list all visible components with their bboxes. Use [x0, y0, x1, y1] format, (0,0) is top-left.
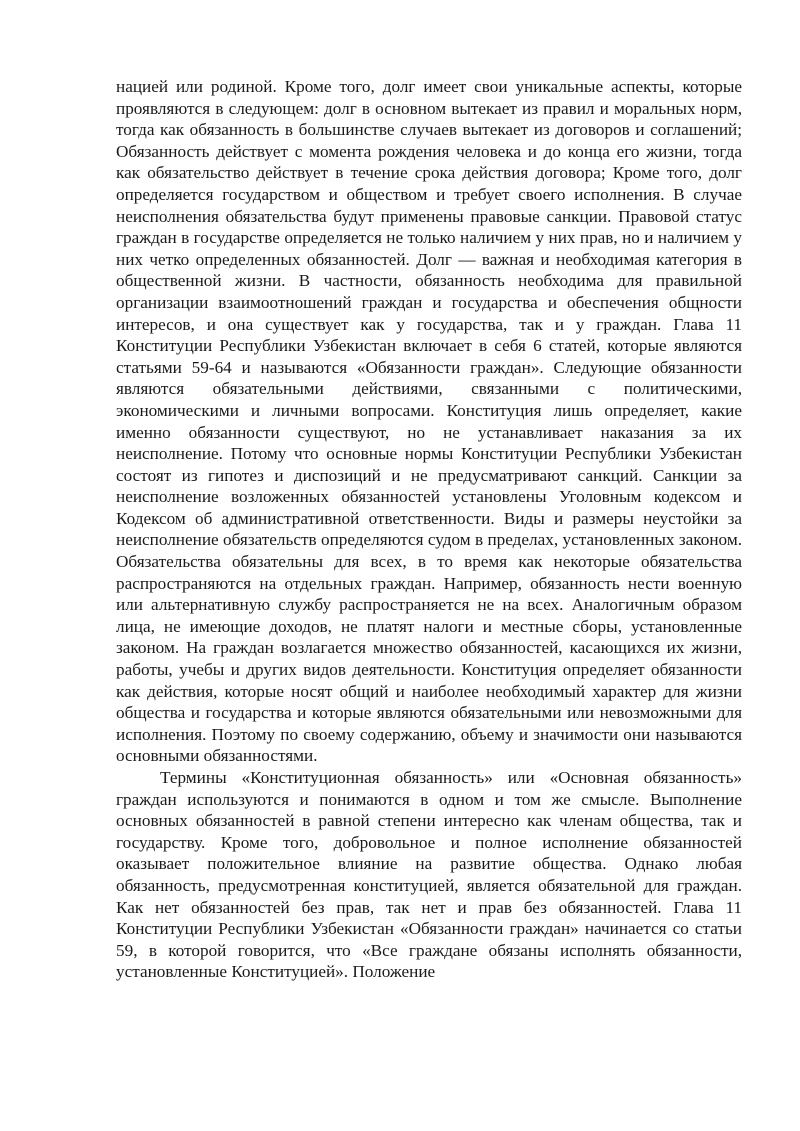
paragraph-2: Термины «Конституционная обязанность» или «Основная обязанность» граждан используются и понимаются в одном и том же смысле. Выполнение основных обязанностей в равной степени интересно как членам общества, так и государству. Кроме того, добровольное и полное исполнение обязанностей оказывает положительное влияние на развитие общества. Однако любая обязанность, предусмотренная конституцией, является обязательной для граждан. Как нет обязанностей без прав, так нет и прав без обязанностей. Глава 11 Конституции Республики Узбекистан «Обязанности граждан» начинается со статьи 59, в которой говорится, что «Все граждане обязаны исполнять обязанности, установленные Конституцией». Положение — [116, 768, 742, 982]
paragraph-1: нацией или родиной. Кроме того, долг имеет свои уникальные аспекты, которые проявляются в следующем: долг в основном вытекает из правил и моральных норм, тогда как обязанность в большинстве случаев вытекает из договоров и соглашений; Обязанность действует с момента рождения человека и до конца его жизни, тогда как обязательство действует в течение срока действия договора; Кроме того, долг определяется государством и обществом и требует своего исполнения. В случае неисполнения обязательства будут применены правовые санкции. Правовой статус граждан в государстве определяется не только наличием у них прав, но и наличием у них четко определенных обязанностей. Долг — важная и необходимая категория в общественной жизни. В частности, обязанность необходима для правильной организации взаимоотношений граждан и государства и обеспечения общности интересов, и она существует как у государства, так и у граждан. Глава 11 Конституции Республики Узбекистан включает в себя 6 статей, которые являются статьями 59-64 и называются «Обязанности граждан». Следующие обязанности являются обязательными действиями, связанными с политическими, экономическими и личными вопросами. Конституция лишь определяет, какие именно обязанности существуют, но не устанавливает наказания за их неисполнение. Потому что основные нормы Конституции Республики Узбекистан состоят из гипотез и диспозиций и не предусматривают санкций. Санкции за неисполнение возложенных обязанностей установлены Уголовным кодексом и Кодексом об административной ответственности. Виды и размеры неустойки за неисполнение обязательств определяются судом в пределах, установленных законом. Обязательства обязательны для всех, в то время как некоторые обязательства распространяются на отдельных граждан. Например, обязанность нести военную или альтернативную службу распространяется не на всех. Аналогичным образом лица, не имеющие доходов, не платят налоги и местные сборы, установленные законом. На граждан возлагается множество обязанностей, касающихся их жизни, работы, учебы и других видов деятельности. Конституция определяет обязанности как действия, которые носят общий и наиболее необходимый характер для жизни общества и государства и которые являются обязательными или невозможными для исполнения. Поэтому по своему содержанию, объему и значимости они называются основными обязанностями. — [116, 77, 742, 766]
document-page — [116, 76, 742, 983]
